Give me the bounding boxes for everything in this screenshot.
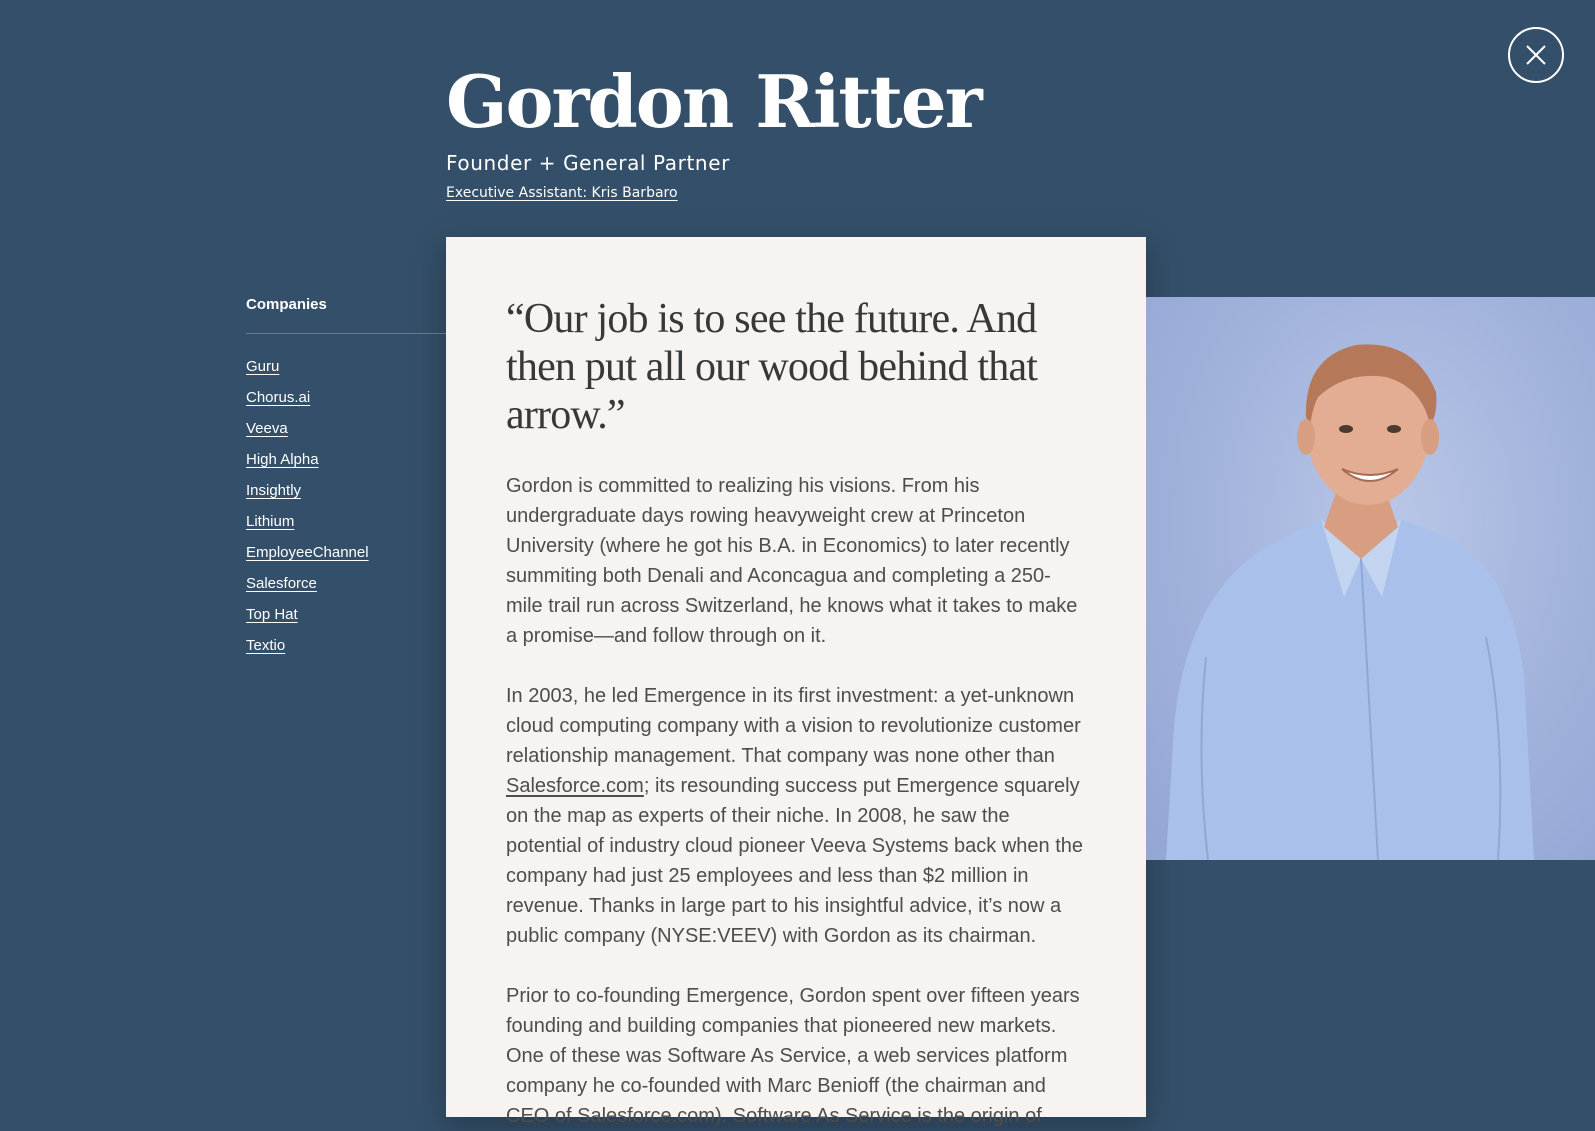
bio-card — [446, 237, 1146, 1127]
bio-paragraph-2 — [506, 681, 1086, 951]
company-link-lithium[interactable]: Lithium — [246, 513, 295, 530]
company-link-insightly[interactable]: Insightly — [246, 482, 302, 499]
executive-assistant-link[interactable]: Executive Assistant: Kris Barbaro — [446, 184, 678, 201]
bio-paragraph-1: Gordon is committed to realizing his visions. From his undergraduate days rowing heavyweight crew at Princeton University (where he got his B.A. in Economics) to later recently summiting both Denali and Aconcagua and completing a 250-mile trail run across Switzerland, he knows what it takes to make a promise—and follow through on it. — [506, 475, 1078, 647]
companies-heading: Companies — [246, 296, 446, 334]
companies-sidebar — [246, 296, 446, 666]
close-button[interactable] — [1508, 27, 1564, 83]
bio-paragraph-2-end: ; its resounding success put Emergence squarely on the map as experts of their niche. In 2008, he saw the potential of industry cloud pioneer Veeva Systems back when the company had just 25 employees and less than $2 million in revenue. Thanks in large part to his insightful advice, it’s now a public company (NYSE:VEEV) with Gordon as its chairman. — [506, 775, 1084, 947]
bio-paragraph-3: Prior to co-founding Emergence, Gordon spent over fifteen years founding and building companies that pioneered new markets. One of these was Software As Service, a web services platform company he co-founded with Marc Benioff (the chairman and CEO of Salesforce.com). Software As Service is the origin of — [506, 985, 1080, 1127]
company-link-veeva[interactable]: Veeva — [246, 420, 288, 437]
companies-list — [246, 334, 446, 666]
profile-quote: “Our job is to see the future. And then put all our wood behind that arrow.” — [506, 296, 1038, 438]
portrait-illustration — [1146, 297, 1595, 860]
company-link-top-hat[interactable]: Top Hat — [246, 606, 298, 623]
close-icon — [1526, 45, 1546, 65]
profile-title: Founder + General Partner — [446, 150, 730, 175]
bio-text — [506, 471, 1086, 1131]
profile-name: Gordon Ritter — [446, 59, 981, 144]
company-link-guru[interactable]: Guru — [246, 358, 280, 375]
company-link-chorus-ai[interactable]: Chorus.ai — [246, 389, 311, 406]
company-link-salesforce[interactable]: Salesforce — [246, 575, 317, 592]
profile-header — [446, 59, 1146, 201]
salesforce-link[interactable]: Salesforce.com — [506, 775, 644, 797]
company-link-high-alpha[interactable]: High Alpha — [246, 451, 319, 468]
portrait-photo — [1146, 297, 1595, 860]
company-link-employeechannel[interactable]: EmployeeChannel — [246, 544, 369, 561]
bio-paragraph-2-start: In 2003, he led Emergence in its first investment: a yet-unknown cloud computing company with a vision to revolutionize customer relationship management. That company was none other than — [506, 685, 1081, 767]
company-link-textio[interactable]: Textio — [246, 637, 286, 654]
